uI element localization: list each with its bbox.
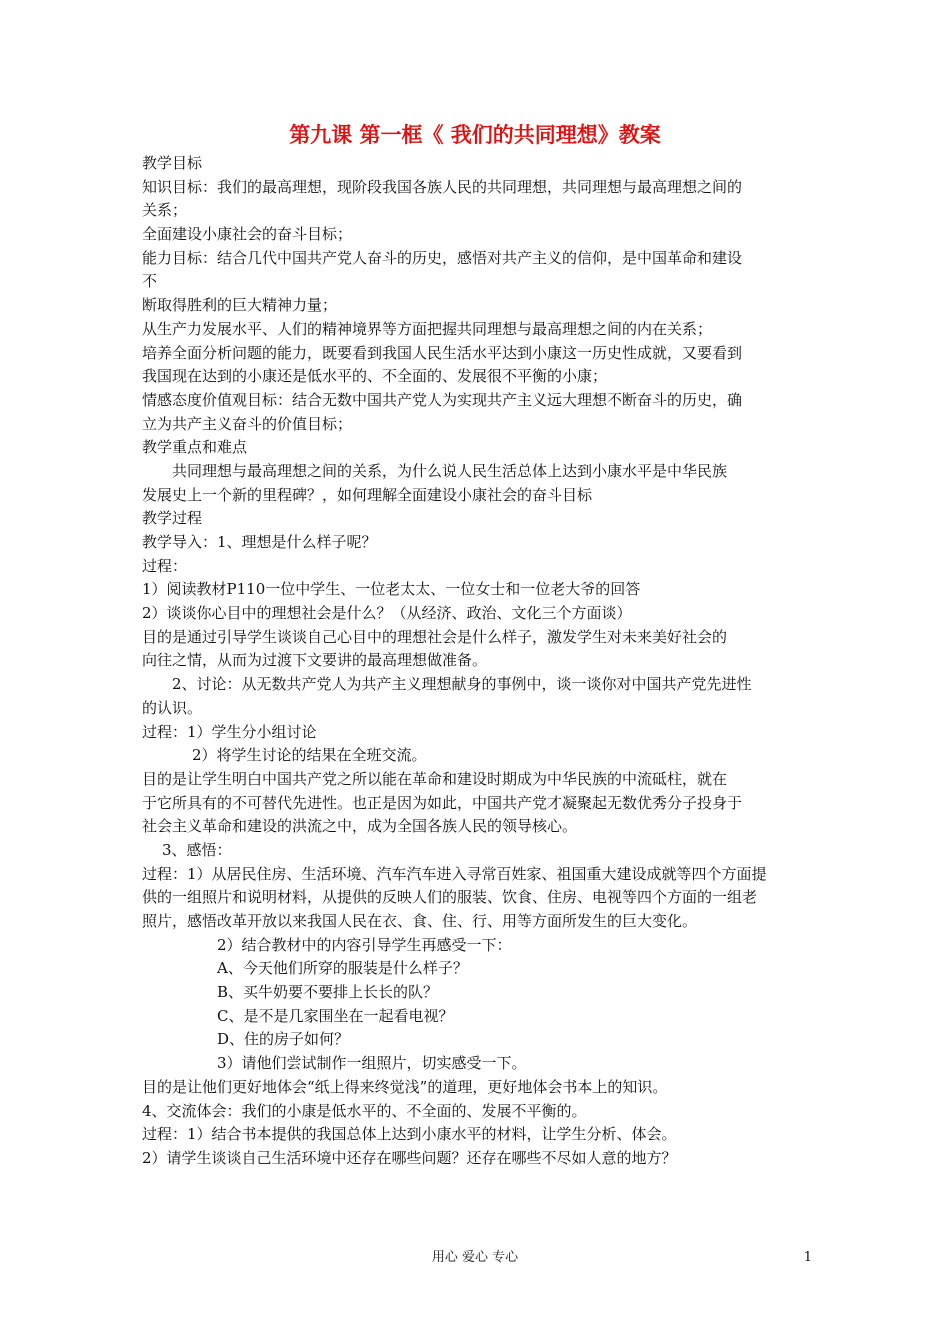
text-line: D、住的房子如何？ bbox=[217, 1030, 350, 1049]
text-line: 的认识。 bbox=[142, 698, 203, 717]
text-line: 断取得胜利的巨大精神力量； bbox=[142, 296, 338, 315]
text-line: 立为共产主义奋斗的价值目标； bbox=[142, 414, 353, 433]
text-line: 关系； bbox=[142, 201, 188, 220]
text-line: 从生产力发展水平、人们的精神境界等方面把握共同理想与最高理想之间的内在关系； bbox=[142, 319, 713, 338]
text-line: 2）将学生讨论的结果在全班交流。 bbox=[192, 746, 427, 765]
text-line: 过程：1）学生分小组讨论 bbox=[142, 722, 317, 741]
text-line: 于它所具有的不可替代先进性。也正是因为如此，中国共产党才凝聚起无数优秀分子投身于 bbox=[142, 793, 743, 812]
text-line: 培养全面分析问题的能力，既要看到我国人民生活水平达到小康这一历史性成就，又要看到 bbox=[142, 343, 743, 362]
text-line: 发展史上一个新的里程碑？，如何理解全面建设小康社会的奋斗目标 bbox=[142, 485, 593, 504]
text-line: 共同理想与最高理想之间的关系，为什么说人民生活总体上达到小康水平是中华民族 bbox=[172, 461, 728, 480]
text-line: 2）谈谈你心目中的理想社会是什么？（从经济、政治、文化三个方面谈） bbox=[142, 604, 632, 623]
text-line: 不 bbox=[142, 272, 158, 291]
text-line: 3、感悟： bbox=[162, 840, 232, 859]
text-line: 2）请学生谈谈自己生活环境中还存在哪些问题？还存在哪些不尽如人意的地方？ bbox=[142, 1148, 677, 1167]
text-line: 供的一组照片和说明材料，从提供的反映人们的服装、饮食、住房、电视等四个方面的一组老 bbox=[142, 888, 758, 907]
text-line: 向往之情，从而为过渡下文要讲的最高理想做准备。 bbox=[142, 651, 488, 670]
text-line: 情感态度价值观目标：结合无数中国共产党人为实现共产主义远大理想不断奋斗的历史，确 bbox=[142, 390, 743, 409]
text-line: 过程：1）结合书本提供的我国总体上达到小康水平的材料，让学生分析、体会。 bbox=[142, 1125, 677, 1144]
footer-text: 用心 爱心 专心 bbox=[431, 1250, 519, 1265]
text-line: 目的是让学生明白中国共产党之所以能在革命和建设时期成为中华民族的中流砥柱，就在 bbox=[142, 769, 728, 788]
text-line: 目的是通过引导学生谈谈自己心目中的理想社会是什么样子，激发学生对未来美好社会的 bbox=[142, 627, 728, 646]
text-line: 3）请他们尝试制作一组照片，切实感受一下。 bbox=[217, 1054, 527, 1073]
text-line: 社会主义革命和建设的洪流之中，成为全国各族人民的领导核心。 bbox=[142, 817, 578, 836]
text-line: 4、交流体会：我们的小康是低水平的、不全面的、发展不平衡的。 bbox=[142, 1101, 587, 1120]
text-line: C、是不是几家围坐在一起看电视？ bbox=[217, 1006, 454, 1025]
document-title: 第九课 第一框《 我们的共同理想》教案 bbox=[289, 123, 661, 147]
text-line: 2、讨论：从无数共产党人为共产主义理想献身的事例中，谈一谈你对中国共产党先进性 bbox=[172, 675, 752, 694]
text-line: 过程： bbox=[142, 556, 188, 575]
section-heading: 教学重点和难点 bbox=[142, 438, 248, 457]
text-line: 我国现在达到的小康还是低水平的、不全面的、发展很不平衡的小康； bbox=[142, 367, 608, 386]
text-line: 目的是让他们更好地体会“纸上得来终觉浅”的道理，更好地体会书本上的知识。 bbox=[142, 1077, 668, 1096]
text-line: 能力目标：结合几代中国共产党人奋斗的历史，感悟对共产主义的信仰，是中国革命和建设 bbox=[142, 248, 743, 267]
text-line: A、今天他们所穿的服装是什么样子？ bbox=[217, 959, 468, 978]
text-line: B、买牛奶要不要排上长长的队？ bbox=[217, 983, 439, 1002]
text-line: 全面建设小康社会的奋斗目标； bbox=[142, 225, 353, 244]
text-line: 2）结合教材中的内容引导学生再感受一下： bbox=[217, 935, 512, 954]
page-number: 1 bbox=[803, 1250, 812, 1265]
section-heading: 教学过程 bbox=[142, 509, 203, 528]
text-line: 知识目标：我们的最高理想，现阶段我国各族人民的共同理想，共同理想与最高理想之间的 bbox=[142, 177, 743, 196]
text-line: 过程：1）从居民住房、生活环境、汽车汽车进入寻常百姓家、祖国重大建设成就等四个方面提 bbox=[142, 864, 767, 883]
text-line: 1）阅读教材P110一位中学生、一位老太太、一位女士和一位老大爷的回答 bbox=[142, 580, 641, 599]
section-heading: 教学目标 bbox=[142, 154, 203, 172]
document-body bbox=[142, 152, 812, 1171]
text-line: 教学导入：1、理想是什么样子呢？ bbox=[142, 533, 377, 551]
text-line: 照片，感悟改革开放以来我国人民在衣、食、住、行、用等方面所发生的巨大变化。 bbox=[142, 912, 698, 930]
